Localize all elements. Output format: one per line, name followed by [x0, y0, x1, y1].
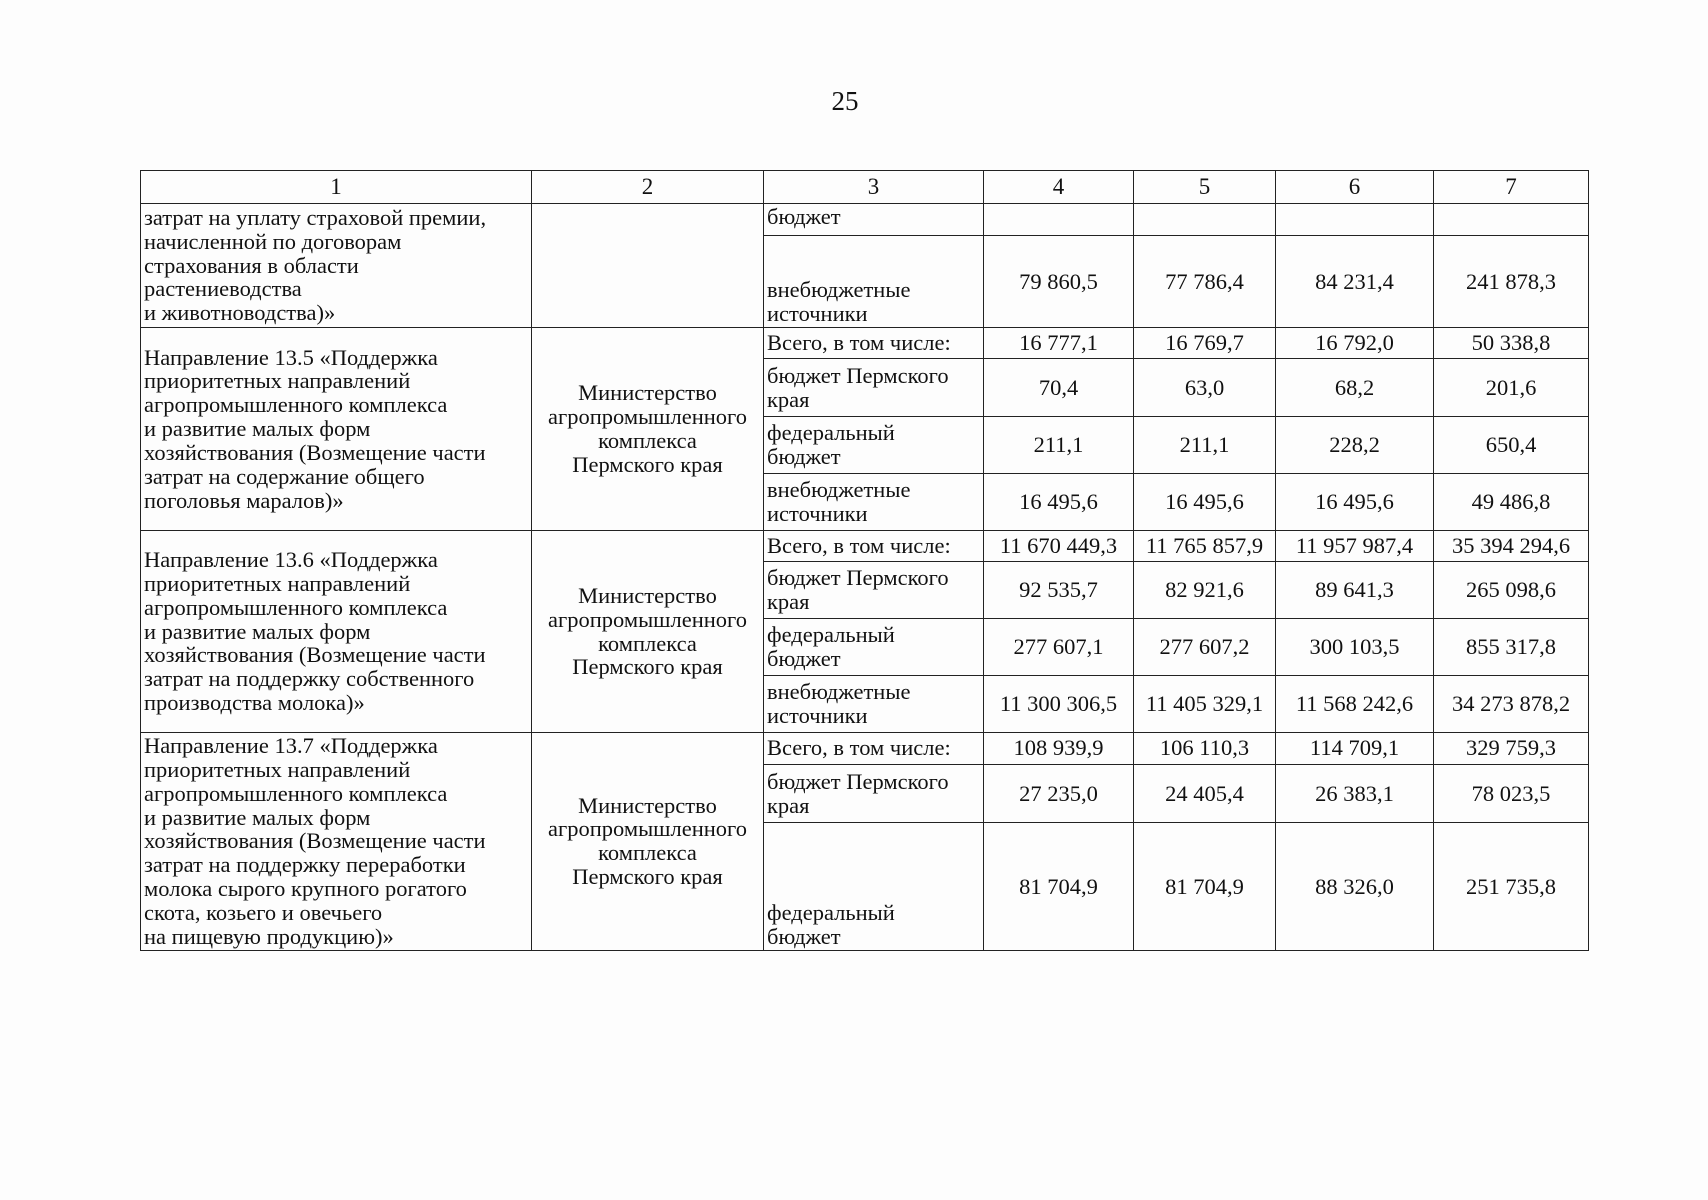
- value-cell-v7: 241 878,3: [1434, 236, 1589, 328]
- direction-cell: Направление 13.7 «Поддержка приоритетных направлений агропромышленного комплекса и развитие малых форм хозяйствования (Возмещение части затрат на поддержку переработки молока сырого крупного рогатого скота, козьего и овечьего на пищевую продукцию)»: [141, 733, 532, 951]
- value-cell-v7: 265 098,6: [1434, 562, 1589, 619]
- value-cell-v5: 24 405,4: [1134, 764, 1276, 823]
- value-cell-v6: 11 568 242,6: [1276, 676, 1434, 733]
- funding-source-cell: бюджет Пермского края: [764, 562, 984, 619]
- table-row: [141, 204, 1589, 236]
- funding-source-cell: Всего, в том числе:: [764, 328, 984, 359]
- value-cell-v6: 16 792,0: [1276, 328, 1434, 359]
- responsible-cell: Министерство агропромышленного комплекса Пермского края: [532, 328, 764, 531]
- value-cell-v5: 77 786,4: [1134, 236, 1276, 328]
- value-cell-v7: 78 023,5: [1434, 764, 1589, 823]
- direction-cell: затрат на уплату страховой премии, начисленной по договорам страхования в области растениеводства и животноводства)»: [141, 204, 532, 328]
- value-cell-v6: 68,2: [1276, 359, 1434, 417]
- value-cell-v5: 16 495,6: [1134, 474, 1276, 531]
- value-cell-v5: 277 607,2: [1134, 619, 1276, 676]
- funding-source-cell: бюджет Пермского края: [764, 764, 984, 823]
- value-cell-v4: 11 300 306,5: [984, 676, 1134, 733]
- value-cell-v4: [984, 204, 1134, 236]
- value-cell-v7: 34 273 878,2: [1434, 676, 1589, 733]
- value-cell-v5: 11 765 857,9: [1134, 531, 1276, 562]
- value-cell-v4: 81 704,9: [984, 823, 1134, 950]
- value-cell-v7: 35 394 294,6: [1434, 531, 1589, 562]
- budget-table: [140, 170, 1589, 951]
- table-row: [141, 531, 1589, 562]
- funding-source-cell: бюджет Пермского края: [764, 359, 984, 417]
- direction-cell: Направление 13.5 «Поддержка приоритетных направлений агропромышленного комплекса и развитие малых форм хозяйствования (Возмещение части затрат на содержание общего поголовья маралов)»: [141, 328, 532, 531]
- value-cell-v6: 11 957 987,4: [1276, 531, 1434, 562]
- page-number: 25: [831, 86, 859, 116]
- header-cell: 5: [1134, 171, 1276, 204]
- value-cell-v4: 108 939,9: [984, 733, 1134, 765]
- value-cell-v4: 79 860,5: [984, 236, 1134, 328]
- value-cell-v5: 81 704,9: [1134, 823, 1276, 950]
- header-cell: 4: [984, 171, 1134, 204]
- value-cell-v5: 82 921,6: [1134, 562, 1276, 619]
- funding-source-cell: федеральный бюджет: [764, 823, 984, 950]
- value-cell-v4: 211,1: [984, 417, 1134, 474]
- value-cell-v6: 88 326,0: [1276, 823, 1434, 950]
- value-cell-v6: [1276, 204, 1434, 236]
- responsible-cell: [532, 204, 764, 328]
- value-cell-v5: [1134, 204, 1276, 236]
- value-cell-v6: 114 709,1: [1276, 733, 1434, 765]
- header-cell: 2: [532, 171, 764, 204]
- funding-source-cell: бюджет: [764, 204, 984, 236]
- value-cell-v6: 300 103,5: [1276, 619, 1434, 676]
- header-row: [141, 171, 1589, 204]
- header-cell: 3: [764, 171, 984, 204]
- value-cell-v6: 16 495,6: [1276, 474, 1434, 531]
- funding-source-cell: федеральный бюджет: [764, 417, 984, 474]
- value-cell-v5: 63,0: [1134, 359, 1276, 417]
- funding-source-cell: внебюджетные источники: [764, 474, 984, 531]
- value-cell-v7: [1434, 204, 1589, 236]
- value-cell-v7: 329 759,3: [1434, 733, 1589, 765]
- value-cell-v7: 855 317,8: [1434, 619, 1589, 676]
- value-cell-v4: 11 670 449,3: [984, 531, 1134, 562]
- value-cell-v6: 89 641,3: [1276, 562, 1434, 619]
- value-cell-v7: 650,4: [1434, 417, 1589, 474]
- funding-source-cell: Всего, в том числе:: [764, 733, 984, 765]
- value-cell-v4: 92 535,7: [984, 562, 1134, 619]
- table-row: [141, 328, 1589, 359]
- value-cell-v4: 16 495,6: [984, 474, 1134, 531]
- funding-source-cell: внебюджетные источники: [764, 236, 984, 328]
- value-cell-v4: 27 235,0: [984, 764, 1134, 823]
- value-cell-v6: 84 231,4: [1276, 236, 1434, 328]
- table-row: [141, 733, 1589, 765]
- responsible-cell: Министерство агропромышленного комплекса Пермского края: [532, 531, 764, 733]
- value-cell-v5: 106 110,3: [1134, 733, 1276, 765]
- value-cell-v4: 277 607,1: [984, 619, 1134, 676]
- value-cell-v4: 70,4: [984, 359, 1134, 417]
- direction-cell: Направление 13.6 «Поддержка приоритетных направлений агропромышленного комплекса и развитие малых форм хозяйствования (Возмещение части затрат на поддержку собственного производства молока)»: [141, 531, 532, 733]
- value-cell-v6: 228,2: [1276, 417, 1434, 474]
- funding-source-cell: Всего, в том числе:: [764, 531, 984, 562]
- value-cell-v5: 16 769,7: [1134, 328, 1276, 359]
- responsible-cell: Министерство агропромышленного комплекса Пермского края: [532, 733, 764, 951]
- value-cell-v7: 251 735,8: [1434, 823, 1589, 950]
- value-cell-v6: 26 383,1: [1276, 764, 1434, 823]
- header-cell: 6: [1276, 171, 1434, 204]
- header-cell: 7: [1434, 171, 1589, 204]
- value-cell-v5: 11 405 329,1: [1134, 676, 1276, 733]
- value-cell-v7: 49 486,8: [1434, 474, 1589, 531]
- header-cell: 1: [141, 171, 532, 204]
- value-cell-v4: 16 777,1: [984, 328, 1134, 359]
- value-cell-v7: 50 338,8: [1434, 328, 1589, 359]
- value-cell-v5: 211,1: [1134, 417, 1276, 474]
- funding-source-cell: федеральный бюджет: [764, 619, 984, 676]
- funding-source-cell: внебюджетные источники: [764, 676, 984, 733]
- value-cell-v7: 201,6: [1434, 359, 1589, 417]
